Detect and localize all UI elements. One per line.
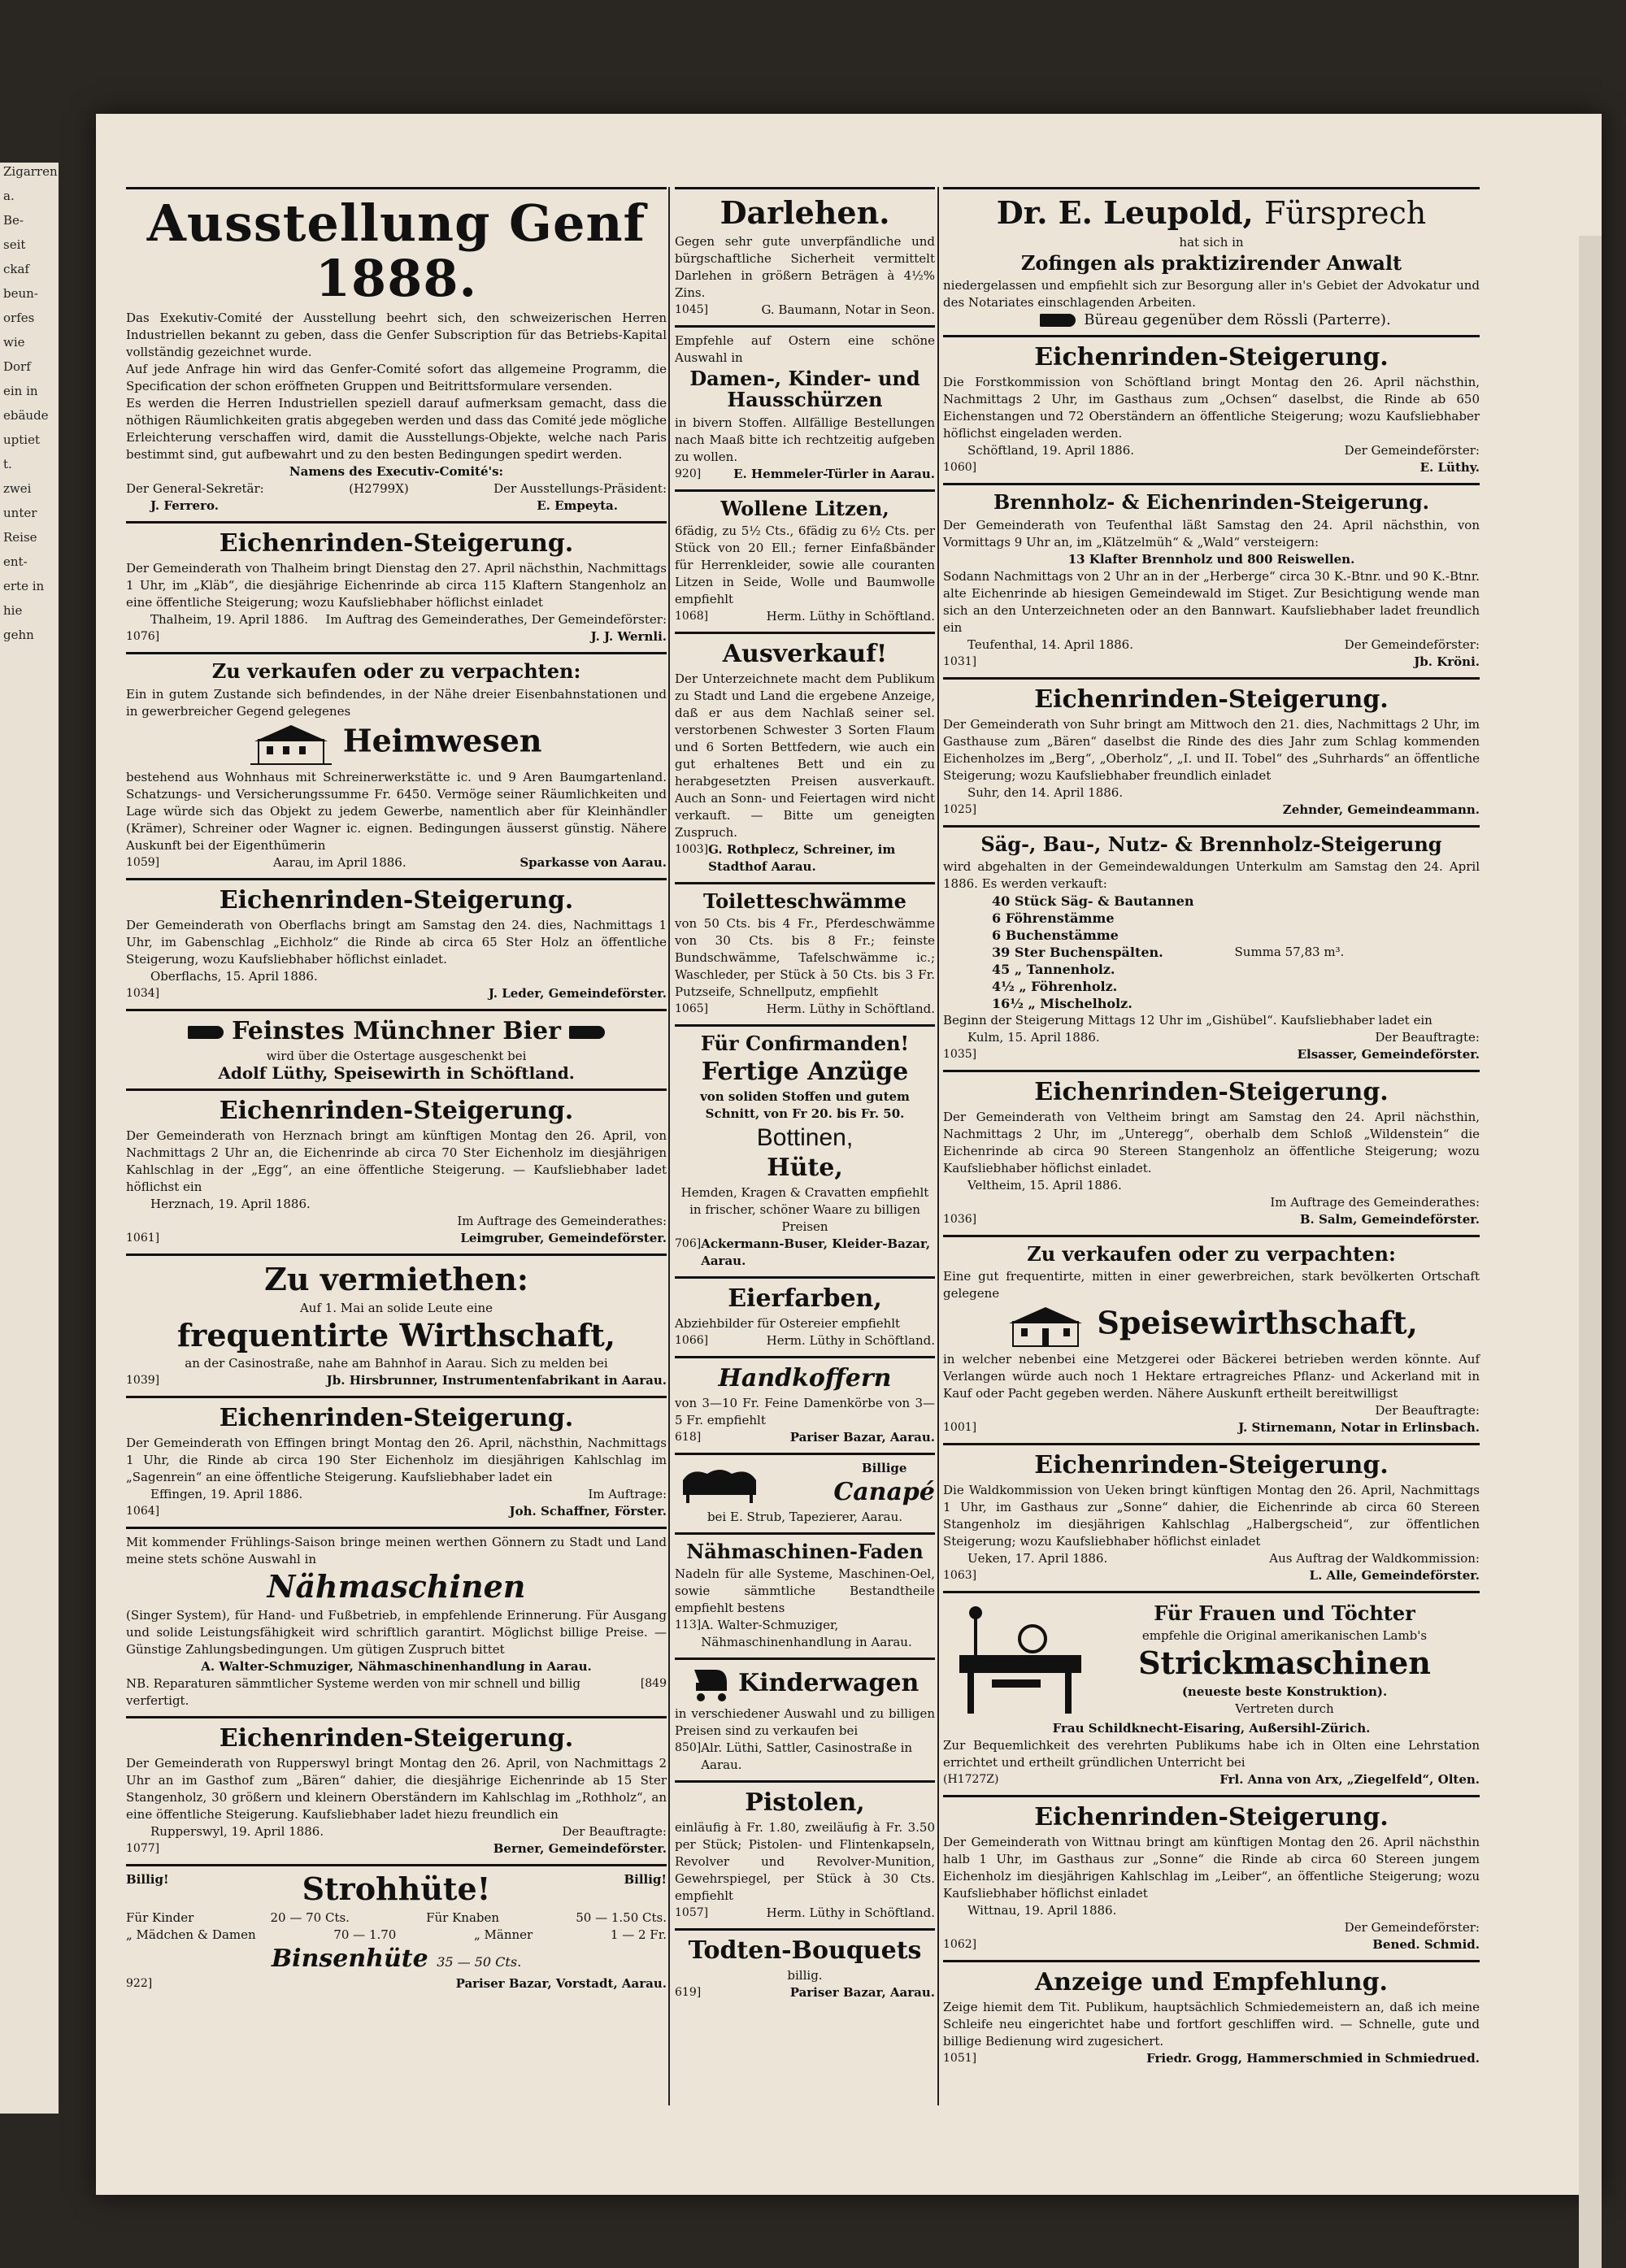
ad-sign: Sparkasse von Aarau. [520, 854, 667, 870]
ad-headline: Fertige Anzüge [701, 1057, 909, 1086]
ad-body: von 50 Cts. bis 4 Fr., Pferdeschwämme von 30 Cts. bis 8 Fr.; feinste Bundschwämme, Tafelschwämme ic.; Waschleder, per Stück à 50 Cts. bis 3 Fr. Putzseife, Schnellputz, empfiehlt [675, 916, 935, 1000]
strip-fragment: wie [3, 335, 25, 350]
ad-number: 1051] [943, 2052, 977, 2066]
ad-body: Der Gemeinderath von Veltheim bringt am Samstag den 24. April nächsthin, Nachmittags 2 Uhr, im „Unteregg“, oberhalb dem Schloß „Wildenstein“ die Eichenrinde ab circa 90 Stereen Stangenholz an öffentliche Steigerung; wozu Kaufsliebhaber höflichst einladet. [943, 1109, 1480, 1175]
ad-wittnau [943, 1797, 1480, 1962]
ad-title: Eichenrinden-Steigerung. [1034, 684, 1389, 714]
ad-title: Eichenrinden-Steigerung. [1034, 343, 1389, 372]
ad-body: Der Gemeinderath von Suhr bringt am Mittwoch den 21. dies, Nachmittags 2 Uhr, im Gasthause zum „Bären“ daselbst die Rinde des dies Jahr zum Schlag kommenden Eichenholzes im „Berg“, „Oberholz“, „I. und II. Tobel“ des „Suhrhards“ an öffentliche Steigerung; wozu Kaufsliebhaber freundlich einladet [943, 716, 1480, 783]
ad-body: Der Gemeinderath von Rupperswyl bringt Montag den 26. April, von Nachmittags 2 Uhr an im Gasthof zum „Bären“ dahier, die diesjährige Eichenrinde ab 15 Ster Stangenholz, 30 größern und kleinern Oberständern im Kahlschlag im „Rothholz“, an eine öffentliche Steigerung. Kaufsliebhaber ladet hiezu freundlich ein [126, 1756, 667, 1823]
secretary-name: J. Ferrero. [150, 498, 219, 514]
ad-number: 1001] [943, 1421, 977, 1435]
ad-body: bestehend aus Wohnhaus mit Schreinerwerkstätte ic. und 9 Aren Baumgartenland. Schatzungs- und Versicherungssumme Fr. 6450. Vermöge seiner Räumlichkeiten und Lage würde sich das Objekt zu jedem Gewerbe, namentlich aber für Kleinhändler (Krämer), Schreiner oder Wagner ic. eignen. Bedingungen äusserst günstig. Nähere Auskunft bei der Eigenthümerin [126, 769, 667, 853]
ad-body: in welcher nebenbei eine Metzgerei oder Bäckerei betrieben werden könnte. Auf Verlangen würde auch noch 1 Hektare ertragreiches Pflanz- und Ackerland mit in Kauf oder Pacht gegeben werden. Nähere Auskunft ertheilt bereitwilligst [943, 1352, 1480, 1401]
president-label: Der Ausstellungs-Präsident: [493, 481, 667, 497]
ad-number: 1031] [943, 654, 977, 668]
ad-sign: J. Stirnemann, Notar in Erlinsbach. [1238, 1420, 1480, 1436]
ad-intro: Empfehle auf Ostern eine schöne Auswahl in [675, 332, 935, 365]
ad-place: Teufenthal, 14. April 1886. [967, 637, 1133, 652]
ad-thalheim [126, 524, 667, 654]
ad-darlehen [675, 187, 935, 328]
ad-number: 1057] [675, 1906, 709, 1920]
ad-note: (neueste beste Konstruktion). [1181, 1684, 1388, 1699]
ad-place: Rupperswyl, 19. April 1886. [150, 1824, 324, 1840]
ad-number: 1068] [675, 609, 709, 623]
ad-place: Thalheim, 19. April 1886. [150, 612, 309, 628]
strip-fragment: Be- [3, 213, 24, 228]
ad-kinderwagen [675, 1660, 935, 1783]
ad-place: Schöftland, 19. April 1886. [967, 443, 1135, 458]
ad-title: Ausstellung Genf 1888. [146, 193, 646, 309]
ad-title: Ausverkauf! [722, 639, 888, 668]
ad-ueken [943, 1445, 1480, 1593]
ad-schoeftland [943, 337, 1480, 485]
lot-item: 45 „ Tannenholz. [992, 961, 1115, 977]
ad-intro: Ein in gutem Zustande sich befindendes, in der Nähe dreier Eisenbahnstationen und in gewerbreicher Gegend gelegenes [126, 686, 667, 719]
ad-naehmaschinen [126, 1529, 667, 1718]
ad-body: an der Casinostraße, nahe am Bahnhof in Aarau. Sich zu melden bei [185, 1356, 608, 1371]
ad-headline: Binsenhüte 35 — 50 Cts. [271, 1944, 522, 1973]
ad-sign: Elsasser, Gemeindeförster. [1297, 1046, 1480, 1062]
ad-number: 1064] [126, 1505, 160, 1519]
ad-herznach [126, 1091, 667, 1256]
ad-title: Säg-, Bau-, Nutz- & Brennholz-Steigerung [980, 832, 1442, 856]
lot-summary: Summa 57,83 m³. [1234, 945, 1345, 960]
ad-sign: bei E. Strub, Tapezierer, Aarau. [706, 1509, 903, 1524]
ad-title: Wollene Litzen, [720, 496, 889, 520]
ad-note: NB. Reparaturen sämmtlicher Systeme werden von mir schnell und billig verfertigt. [126, 1676, 580, 1709]
lot-item: 40 Stück Säg- & Bautannen [992, 893, 1194, 909]
ad-number: 1039] [126, 1374, 160, 1388]
ad-body: Die Waldkommission von Ueken bringt künftigen Montag den 26. April, Nachmittags 1 Uhr, im Gasthaus zur „Sonne“ dahier, die Eichenrinde ab circa 60 Stereen Stangenholz im diesjährigen Kahlschlag „Halbergscheid“, zur öffentlichen Steigerung; wozu Kaufsliebhaber höflichst einladet [943, 1483, 1480, 1549]
ad-title: Eichenrinden-Steigerung. [219, 1404, 574, 1433]
ad-body: Der Gemeinderath von Wittnau bringt am künftigen Montag den 26. April nächsthin halb 1 Uhr, im Gasthaus zur „Sonne“ die Rinde ab circa 60 Stereen jungem Eichenholz im diesjährigen Kahlschlag im „Leiber“, an öffentliche Steigerung; wozu Kaufsliebhaber höflichst einladet [943, 1835, 1480, 1901]
ad-number: 850] [675, 1741, 702, 1755]
ad-sign: G. Baumann, Notar in Seon. [761, 302, 935, 317]
pram-icon [691, 1666, 730, 1702]
ad-body: in bivern Stoffen. Allfällige Bestellungen nach Maaß bitte ich rechtzeitig aufgeben zu wollen. [675, 415, 935, 464]
strip-fragment: zwei [3, 481, 32, 496]
ad-title: Handkoffern [718, 1363, 892, 1393]
left-page-strip [0, 163, 59, 2114]
lot-item: 6 Buchenstämme [992, 927, 1119, 943]
pointing-hand-icon [1040, 314, 1076, 327]
ad-body: billig. [787, 1968, 823, 1983]
price-value: 50 — 1.50 Cts. [576, 1910, 667, 1925]
ad-sign: B. Salm, Gemeindeförster. [1299, 1211, 1480, 1227]
lot-item: 6 Föhrenstämme [992, 910, 1115, 926]
strip-fragment: seit [3, 237, 26, 252]
ad-body: Beginn der Steigerung Mittags 12 Uhr im „Gishübel“. Kaufsliebhaber ladet ein [943, 1012, 1433, 1028]
pointing-hand-icon [569, 1026, 605, 1039]
ad-sign: Herm. Lüthy in Schöftland. [766, 1332, 935, 1348]
ad-sign: Pariser Bazar, Vorstadt, Aarau. [455, 1975, 667, 1991]
ad-title: Eierfarben, [728, 1284, 882, 1313]
ad-effingen [126, 1398, 667, 1529]
ad-schwaemme [675, 884, 935, 1027]
ad-number: 113] [675, 1618, 702, 1632]
ad-title: Eichenrinden-Steigerung. [1034, 1077, 1389, 1106]
ad-number: 1045] [675, 302, 709, 316]
ad-title: Für Confirmanden! [700, 1032, 910, 1056]
ad-headline: Nähmaschinen [267, 1568, 526, 1605]
strip-fragment: Reise [3, 530, 37, 545]
strip-fragment: Zigarren [3, 164, 58, 179]
ad-place: Oberflachs, 15. April 1886. [150, 968, 318, 984]
strip-fragment: unter [3, 506, 37, 520]
ad-bouquets [675, 1931, 935, 2008]
ad-oberflachs [126, 880, 667, 1011]
ad-title: Eichenrinden-Steigerung. [219, 529, 574, 558]
ad-veltheim [943, 1072, 1480, 1237]
ad-sign: Alr. Lüthi, Sattler, Casinostraße in Aarau. [701, 1740, 913, 1773]
ad-body: Die Forstkommission von Schöftland bringt Montag den 26. April nächsthin, Nachmittags 2 Uhr, im Gasthaus zum „Ochsen“ daselbst, die Rinde ab 650 Eichenstangen und 72 Oberständern an öffentliche Steigerung; wozu Kaufsliebhaber höflichst eingeladen werden. [943, 375, 1480, 441]
ad-number: 1034] [126, 986, 160, 1000]
ad-body: Abziehbilder für Ostereier empfiehlt [675, 1315, 901, 1331]
pointing-hand-icon [188, 1026, 224, 1039]
ad-body: Der Gemeinderath von Effingen bringt Montag den 26. April, nächsthin, Nachmittags 1 Uhr, die Rinde ab circa 190 Ster Eichenholz im diesjährigen Kahlschlag im „Sagenrein“ an eine öffentliche Steigerung. Kaufsliebhaber ladet ein [126, 1436, 667, 1485]
ad-headline: Speisewirthschaft, [943, 1304, 1480, 1348]
ad-sub: hat sich in [1179, 234, 1244, 250]
ad-sign: Pariser Bazar, Aarau. [789, 1985, 935, 2001]
ad-sign: Jb. Hirsbrunner, Instrumentenfabrikant in Aarau. [326, 1373, 667, 1388]
ad-body: Der Gemeinderath von Herznach bringt am künftigen Montag den 26. April, von Nachmittags 2 Uhr an, die Eichenrinde ab circa 70 Ster Eichenholz im diesjährigen Kahlschlag in der „Egg“, an eine öffentliche Steigerung. — Kaufsliebhaber ladet höflichst ein [126, 1127, 667, 1194]
ad-sign: Jb. Kröni. [1414, 654, 1480, 669]
ad-sign: Zehnder, Gemeindeammann. [1282, 802, 1480, 817]
strip-fragment: a. [3, 189, 15, 203]
strip-fragment: beun- [3, 286, 38, 301]
ad-headline [126, 722, 667, 766]
ad-sign: Frl. Anna von Arx, „Ziegelfeld“, Olten. [1220, 1772, 1480, 1788]
lot-list [992, 893, 1194, 1012]
ad-signatory: Der Beauftragte: [1375, 1403, 1480, 1419]
ad-sign: Herm. Lüthy in Schöftland. [766, 1905, 935, 1921]
ad-tag: Billig! [126, 1872, 169, 1888]
ad-body: wird über die Ostertage ausgeschenkt bei [266, 1048, 527, 1063]
ad-sign: E. Lüthy. [1419, 460, 1480, 476]
strip-fragment: ckaf [3, 262, 29, 276]
price-value: 1 — 2 Fr. [610, 1927, 667, 1942]
ad-title: Strohhüte! [302, 1870, 491, 1908]
ad-title: Zu vermiethen: [264, 1260, 528, 1297]
ad-number: 618] [675, 1430, 702, 1444]
strip-fragment: orfes [3, 311, 35, 325]
ad-number: 706] [675, 1236, 702, 1250]
ad-sign: G. Rothplecz, Schreiner, im Stadthof Aarau. [708, 841, 896, 874]
ad-body: Es werden die Herren Industriellen speziell darauf aufmerksam gemacht, dass die nöthigen Räumlichkeiten gratis abgegeben werden und dass das Comité jede mögliche Erleichterung verschaffen wird, damit die Ausstellungs-Objekte, welche nach Paris bestimmt sind, gut aufbewahrt und zu den besten Bedingungen spedirt werden. [126, 396, 667, 463]
ad-title: Eichenrinden-Steigerung. [219, 885, 574, 915]
ad-title: Zu verkaufen oder zu verpachten: [1027, 1241, 1396, 1266]
ad-title: Für Frauen und Töchter [1154, 1601, 1415, 1625]
house-icon [250, 722, 332, 766]
strip-fragment: erte in [3, 579, 45, 593]
ad-number: 1062] [943, 1938, 977, 1952]
ad-body: (Singer System), für Hand- und Fußbetrieb, in empfehlende Erinnerung. Für Ausgang und solide Leistungsfähigkeit wird schriftlich garantirt. Möglichst billige Preise. — Günstige Zahlungsbedingungen. Um gütigen Zuspruch bittet [126, 1608, 667, 1658]
ad-place: Suhr, den 14. April 1886. [967, 784, 1124, 800]
ad-footer: Namens des Executiv-Comité's: [289, 464, 504, 480]
ad-handkoffern [675, 1358, 935, 1455]
ad-signatory: Im Auftrage des Gemeinderathes: [457, 1213, 667, 1228]
ad-suhr [943, 680, 1480, 828]
strip-fragment: gehn [3, 628, 34, 642]
strip-fragment: hie [3, 603, 23, 618]
ad-office: Büreau gegenüber dem Rössli (Parterre). [943, 311, 1480, 328]
ad-body: einläufig à Fr. 1.80, zweiläufig à Fr. 3.50 per Stück; Pistolen- und Flintenkapseln, Revolver und Revolver-Munition, Gewehrspiegel, per Stück à 30 Cts. empfiehlt [675, 1820, 935, 1904]
president-name: E. Empeyta. [537, 498, 618, 514]
ad-signatory: Der Gemeindeförster: [1344, 1920, 1480, 1936]
ad-anzeige [943, 1962, 1480, 2074]
ad-number: 920] [675, 467, 702, 480]
ad-faden [675, 1535, 935, 1660]
ad-number: 1060] [943, 461, 977, 475]
ad-body: Nadeln für alle Systeme, Maschinen-Oel, sowie sämmtliche Bestandtheile empfiehlt bestens [675, 1566, 935, 1616]
ad-title: Nähmaschinen-Faden [686, 1539, 924, 1563]
column-1 [126, 187, 667, 1999]
ad-signatory: Aus Auftrag der Waldkommission: [1269, 1551, 1480, 1566]
ad-signatory: Im Auftrage: [588, 1487, 667, 1502]
ad-sign: A. Walter-Schmuziger, Nähmaschinenhandlung in Aarau. [201, 1659, 592, 1675]
ad-number: 1059] [126, 855, 160, 869]
ad-rupperswyl [126, 1718, 667, 1866]
price-value: 70 — 1.70 [333, 1927, 397, 1942]
ad-speisewirthschaft [943, 1237, 1480, 1445]
ad-signatory: Der Gemeindeförster: [1344, 637, 1480, 652]
lot-item: 16½ „ Mischelholz. [992, 995, 1133, 1011]
ad-sign: Berner, Gemeindeförster. [493, 1841, 667, 1857]
ad-unterkulm [943, 828, 1480, 1072]
page-edge [1579, 236, 1602, 2268]
ad-sub: empfehle die Original amerikanischen Lamb's [1141, 1628, 1428, 1644]
ad-sign: Pariser Bazar, Aarau. [789, 1429, 935, 1445]
ad-place: Ueken, 17. April 1886. [967, 1551, 1108, 1566]
ad-sign: A. Walter-Schmuziger, Nähmaschinenhandlung in Aarau. [701, 1618, 912, 1650]
ad-sign: J. Leder, Gemeindeförster. [488, 985, 667, 1001]
ad-number: 619] [675, 1986, 702, 2000]
ad-eierfarben [675, 1279, 935, 1358]
ad-headline-text: Heimwesen [342, 722, 542, 759]
ad-place: Effingen, 19. April 1886. [150, 1487, 303, 1502]
house-icon [1005, 1304, 1086, 1348]
ad-body: Der Gemeinderath von Teufenthal läßt Samstag den 24. April nächsthin, von Vormittags 9 Uhr an, im „Klätzelmüh“ & „Wald“ versteigern: [943, 517, 1480, 550]
ad-body: von 3—10 Fr. Feine Damenkörbe von 3—5 Fr. empfiehlt [675, 1395, 935, 1427]
ad-number: 1066] [675, 1333, 709, 1347]
knitting-machine-icon [943, 1598, 1089, 1720]
ad-body: Gegen sehr gute unverpfändliche und bürgschaftliche Sicherheit vermittelt Darlehen in größern Beträgen à 4½% Zins. [675, 233, 935, 300]
ad-signatory: Im Auftrag des Gemeinderathes, Der Gemeindeförster: [325, 612, 667, 628]
price-label: Für Knaben [426, 1910, 500, 1925]
ad-title: Eichenrinden-Steigerung. [219, 1096, 574, 1125]
ad-leupold [943, 187, 1480, 337]
ad-body: Zur Bequemlichkeit des verehrten Publikums habe ich in Olten eine Lehrstation errichtet und ertheilt gründlichen Unterricht bei [943, 1738, 1480, 1771]
ad-litzen [675, 492, 935, 634]
ad-body: Der Gemeinderath von Thalheim bringt Dienstag den 27. April nächsthin, Nachmittags 1 Uhr, im „Kläb“, die diesjährige Eichenrinde ab circa 115 Klaftern Stangenholz an eine öffentliche Steigerung; wozu Kaufsliebhaber höflichst einladet [126, 561, 667, 610]
price-label: „ Männer [474, 1927, 533, 1942]
ad-body: Auf jede Anfrage hin wird das Genfer-Comité sofort das allgemeine Programm, die Specification der schon eröffneten Gruppen und Beitrittsformulare versenden. [126, 362, 667, 394]
ad-title: Eichenrinden-Steigerung. [219, 1724, 574, 1753]
ad-sign: J. J. Wernli. [590, 629, 667, 645]
ad-headline: Hüte, [767, 1153, 843, 1182]
ad-body: niedergelassen und empfiehlt sich zur Besorgung aller in's Gebiet der Advokatur und des Notariates einschlagenden Arbeiten. [943, 278, 1480, 311]
sofa-icon [675, 1464, 764, 1505]
ad-number: [849 [640, 1677, 667, 1691]
ad-place: Aarau, im April 1886. [272, 854, 406, 870]
ad-body: in verschiedener Auswahl und zu billigen Preisen sind zu verkaufen bei [675, 1706, 935, 1739]
ad-number: 1035] [943, 1047, 977, 1061]
ad-strickmaschinen [943, 1593, 1480, 1797]
ad-number: 1003] [675, 842, 709, 856]
ad-body: wird abgehalten in der Gemeindewaldungen Unterkulm am Samstag den 24. April 1886. Es werden verkauft: [943, 858, 1480, 891]
ad-heimwesen [126, 654, 667, 880]
ad-body: Zeige hiemit dem Tit. Publikum, hauptsächlich Schmiedemeistern an, daß ich meine Schleife neu eingerichtet habe und fortfort geschliffen wird. — Schnelle, gute und billige Bedienung wird zugesichert. [943, 2000, 1480, 2049]
lot-item: 4½ „ Föhrenholz. [992, 978, 1118, 994]
price-label: Für Kinder [126, 1910, 194, 1925]
ad-number: 1076] [126, 630, 160, 644]
ad-signatory: Im Auftrage des Gemeinderathes: [1270, 1194, 1480, 1210]
ad-body: 6fädig, zu 5½ Cts., 6fädig zu 6½ Cts. per Stück von 20 Ell.; ferner Einfaßbänder für Herrenkleider, sowie alle couranten Litzen in Seide, Wolle und Baumwolle empfiehlt [675, 523, 935, 606]
ad-place: Kulm, 15. April 1886. [967, 1029, 1100, 1045]
ad-number: 1036] [943, 1212, 977, 1226]
ad-title: Kinderwagen [675, 1666, 935, 1702]
ad-sign: Bened. Schmid. [1372, 1937, 1480, 1953]
ad-sign: L. Alle, Gemeindeförster. [1309, 1568, 1480, 1584]
ad-place: Veltheim, 15. April 1886. [967, 1177, 1122, 1193]
ad-sign: Herm. Lüthy in Schöftland. [766, 608, 935, 623]
ad-title: Pistolen, [745, 1788, 865, 1818]
ad-pistolen [675, 1783, 935, 1931]
ad-sub: Billige [861, 1460, 907, 1475]
ad-title: Anzeige und Empfehlung. [1035, 1968, 1388, 1997]
ad-konfirmanden [675, 1027, 935, 1278]
ad-number: 1063] [943, 1569, 977, 1583]
ad-title: Toiletteschwämme [703, 889, 906, 913]
ad-code: (H2799X) [349, 481, 409, 497]
ad-number: 922] [126, 1976, 153, 1990]
ad-title: Canapé [833, 1477, 935, 1506]
ad-place: Wittnau, 19. April 1886. [967, 1903, 1117, 1918]
ad-title: Todten-Bouquets [688, 1936, 922, 1966]
ad-intro: Eine gut frequentirte, mitten in einer gewerbreichen, stark bevölkerten Ortschaft gelegene [943, 1269, 1480, 1301]
strip-fragment: Dorf [3, 359, 31, 374]
ad-sign: E. Hemmeler-Türler in Aarau. [733, 466, 935, 481]
strip-fragment: ebäude [3, 408, 49, 423]
ad-body: Der Unterzeichnete macht dem Publikum zu Stadt und Land die ergebene Anzeige, daß er aus dem Nachlaß seiner sel. verstorbenen Schwester 3 Sorten Flaum und 6 Sorten Bettfedern, wie auch ein gut erhaltenes Bett und ein zu herabgesetzten Preisen ausverkauft. Auch an Sonn- und Feiertagen wird nicht verkauft. — Bitte um geneigten Zuspruch. [675, 671, 935, 840]
ad-signatory: Der Beauftragte: [1375, 1029, 1480, 1045]
ad-code: (H1727Z) [943, 1773, 999, 1787]
ad-headline: Zofingen als praktizirender Anwalt [1020, 250, 1402, 275]
ad-signatory: Der Gemeindeförster: [1344, 443, 1480, 458]
ad-sign: Ackermann-Buser, Kleider-Bazar, Aarau. [701, 1236, 931, 1268]
ad-body: Hemden, Kragen & Cravatten empfiehlt in frischer, schöner Waare zu billigen Preisen [680, 1184, 929, 1234]
price-value: 20 — 70 Cts. [270, 1910, 350, 1925]
ad-vermiethen [126, 1256, 667, 1399]
ad-teufenthal [943, 485, 1480, 679]
ad-title: Brennholz- & Eichenrinden-Steigerung. [993, 490, 1430, 515]
strip-fragment: uptiet [3, 432, 40, 447]
ad-body: Der Gemeinderath von Oberflachs bringt am Samstag den 24. dies, Nachmittags 1 Uhr, im Gabenschlag „Eichholz“ die Rinde ab circa 65 Ster Holz an öffentliche Steigerung, wozu Kaufsliebhaber höflichst einladet. [126, 917, 667, 967]
ad-intro: Mit kommender Frühlings-Saison bringe meinen werthen Gönnern zu Stadt und Land meine stets schöne Auswahl in [126, 1535, 667, 1567]
ad-signatory: Der Beauftragte: [562, 1824, 667, 1840]
ad-geneva-exhibition [126, 187, 667, 524]
ad-items: 13 Klafter Brennholz und 800 Reiswellen. [1067, 551, 1355, 567]
column-2 [675, 187, 935, 2008]
ad-host: Adolf Lüthy, Speisewirth in Schöftland. [218, 1062, 575, 1083]
ad-number: 1065] [675, 1002, 709, 1016]
ad-sign: Herm. Lüthy in Schöftland. [766, 1001, 935, 1017]
lot-item: 39 Ster Buchenspälten. [992, 944, 1163, 960]
ad-sign: Joh. Schaffner, Förster. [509, 1504, 667, 1519]
ad-title: Dr. E. Leupold, Fürsprech [996, 194, 1427, 231]
ad-body: Sodann Nachmittags von 2 Uhr an in der „Herberge“ circa 30 K.-Btnr. und 90 K.-Btnr. alte Eichenrinde ab hiesigen Gemeindewald im Stiget. Zur Besichtigung wende man sich an den Unterzeichneten oder an den Bannwart. Kaufsliebhaber ladet freundlich ein [943, 568, 1480, 635]
price-label: „ Mädchen & Damen [126, 1927, 256, 1942]
column-rule-2 [937, 187, 939, 2105]
ad-sign: Friedr. Grogg, Hammerschmied in Schmiedrued. [1146, 2051, 1480, 2066]
ad-headline: Strickmaschinen [1138, 1645, 1431, 1682]
column-rule-1 [668, 187, 670, 2105]
ad-rep: Vertreten durch [1235, 1701, 1334, 1716]
ad-headline: Damen-, Kinder- und Hausschürzen [689, 366, 920, 412]
ad-schuerzen [675, 328, 935, 492]
strip-fragment: ein in [3, 384, 38, 398]
ad-title: Darlehen. [720, 194, 890, 231]
ad-agent: Frau Schildknecht-Eisaring, Außersihl-Zürich. [1052, 1721, 1371, 1736]
ad-bier [126, 1011, 667, 1091]
strip-fragment: ent- [3, 554, 28, 569]
ad-tag: Billig! [624, 1872, 667, 1888]
ad-title: Eichenrinden-Steigerung. [1034, 1451, 1389, 1480]
ad-number: 1025] [943, 802, 977, 816]
ad-canape [675, 1455, 935, 1535]
ad-title: Feinstes Münchner Bier [126, 1018, 667, 1045]
ad-sign: Leimgruber, Gemeindeförster. [460, 1230, 667, 1245]
ad-title: Zu verkaufen oder zu verpachten: [211, 659, 581, 684]
ad-body: Das Exekutiv-Comité der Ausstellung beehrt sich, den schweizerischen Herren Industriellen bekannt zu geben, dass die Genfer Subscription für das Betriebs-Kapital vollständig gezeichnet wurde. [126, 311, 667, 360]
ad-number: 1061] [126, 1231, 160, 1245]
ad-ausverkauf [675, 634, 935, 884]
ad-number: 1077] [126, 1842, 160, 1856]
ad-title: Eichenrinden-Steigerung. [1034, 1803, 1389, 1832]
ad-headline: Bottinen, [756, 1123, 854, 1151]
ad-strohhuete [126, 1866, 667, 1999]
ad-sub: von soliden Stoffen und gutem Schnitt, von Fr 20. bis Fr. 50. [700, 1088, 910, 1121]
ad-place: Herznach, 19. April 1886. [150, 1196, 311, 1211]
strip-fragment: t. [3, 457, 12, 471]
secretary-label: Der General-Sekretär: [126, 481, 264, 497]
ad-intro: Auf 1. Mai an solide Leute eine [299, 1300, 493, 1315]
ad-headline: frequentirte Wirthschaft, [176, 1316, 616, 1353]
column-3 [943, 187, 1480, 2074]
